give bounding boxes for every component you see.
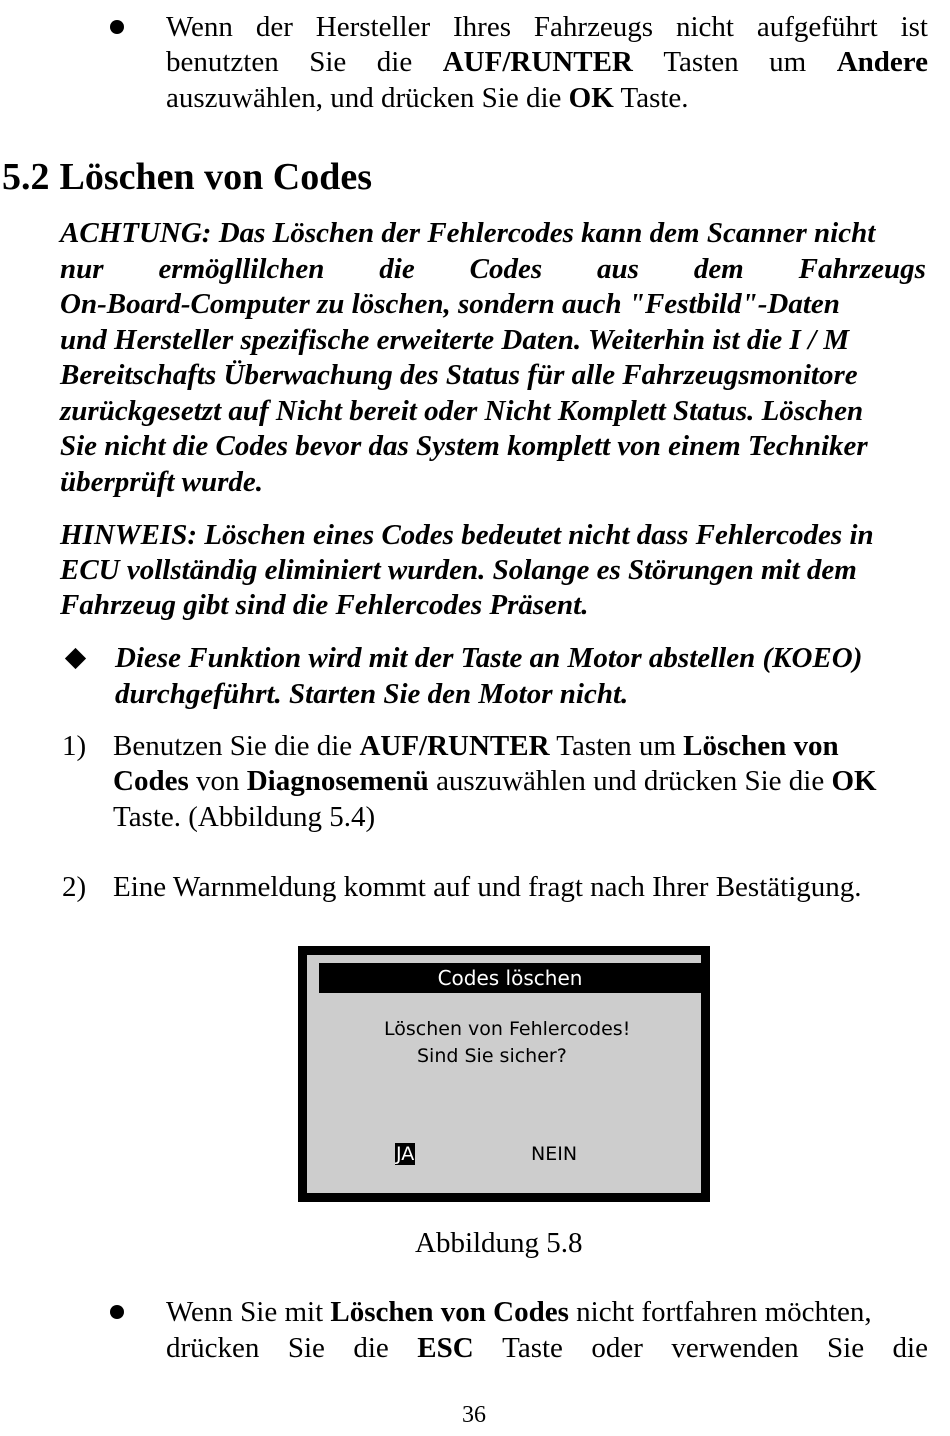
screen-title-bar: Codes löschen (319, 963, 701, 993)
key-name: ESC (417, 1332, 474, 1364)
section-heading (2, 155, 372, 199)
bullet1-line2 (166, 44, 928, 80)
word: Fahrzeugs (798, 253, 926, 285)
screen-option-yes[interactable] (395, 1141, 415, 1167)
menu-name: Diagnosemenü (246, 765, 429, 797)
word: die (353, 1332, 389, 1364)
word: Sie (827, 1332, 865, 1364)
word: oder (591, 1332, 643, 1364)
word: ermögllilchen (158, 253, 325, 285)
menu-option-name: Andere (836, 46, 928, 78)
screen-message-line1: Löschen von Fehlercodes! (384, 1018, 631, 1040)
word: die (892, 1332, 928, 1364)
text: von (188, 765, 247, 797)
achtung-line: und Hersteller spezifische erweiterte Daten. Weiterhin ist die I / M (60, 324, 850, 356)
step2-number: 2) (62, 871, 87, 903)
word: nicht (676, 11, 734, 43)
word: aus (597, 253, 639, 285)
text: auszuwählen und drücken Sie die (428, 765, 832, 797)
word: nur (60, 253, 104, 285)
key-name: OK (568, 82, 614, 114)
word: verwenden (671, 1332, 799, 1364)
hinweis-line: ECU vollständig eliminiert wurden. Solange es Störungen mit dem (60, 554, 857, 586)
screen-option-no[interactable]: NEIN (531, 1143, 578, 1165)
word: Sie (309, 46, 347, 78)
page-number: 36 (462, 1402, 486, 1428)
achtung-line: überprüft wurde. (60, 466, 264, 498)
screen-display (307, 955, 701, 1193)
step2-text: Eine Warnmeldung kommt auf und fragt nach Ihrer Bestätigung. (113, 871, 862, 903)
menu-item-name: Codes (113, 765, 189, 797)
word: aufgeführt (756, 11, 878, 43)
word: drücken (166, 1332, 260, 1364)
menu-item-name: Löschen von (683, 730, 839, 762)
achtung-line: Sie nicht die Codes bevor das System komplett von einem Techniker (60, 430, 868, 462)
word: Wenn (166, 11, 233, 43)
text: auszuwählen, und drücken Sie die (166, 82, 569, 114)
key-name: AUF/RUNTER (442, 46, 633, 78)
word: um (769, 46, 807, 78)
screen-message-line2: Sind Sie sicher? (417, 1045, 567, 1067)
yes-option-label: JA (396, 1143, 415, 1165)
text: nicht fortfahren möchten, (568, 1296, 872, 1328)
word: Fahrzeugs (533, 11, 654, 43)
step1-line1 (113, 728, 839, 764)
diamond-note-line2: durchgeführt. Starten Sie den Motor nicht. (115, 678, 629, 710)
bullet1-line3 (166, 80, 689, 116)
word: Codes (469, 253, 543, 285)
section-number: 5.2 (2, 156, 50, 198)
word: Tasten (663, 46, 739, 78)
word: die (379, 253, 415, 285)
menu-item-name: Löschen von Codes (330, 1296, 569, 1328)
section-title: Löschen von Codes (59, 156, 372, 198)
bullet-dot (110, 20, 124, 34)
achtung-line: On-Board-Computer zu löschen, sondern auch "Festbild"-Daten (60, 288, 840, 320)
bullet2-line1 (166, 1294, 872, 1330)
achtung-line: Bereitschafts Überwachung des Status für alle Fahrzeugsmonitore (60, 359, 858, 391)
bullet2-line2 (166, 1330, 928, 1366)
text: Wenn Sie mit (166, 1296, 331, 1328)
diamond-bullet-icon (65, 648, 86, 669)
bullet1-line1 (166, 9, 928, 45)
word: Sie (287, 1332, 325, 1364)
achtung-line: ACHTUNG: Das Löschen der Fehlercodes kann dem Scanner nicht (60, 217, 876, 249)
word: Ihres (453, 11, 511, 43)
figure-caption: Abbildung 5.8 (415, 1227, 583, 1259)
text: Benutzen Sie die die (113, 730, 360, 762)
text: Tasten um (549, 730, 684, 762)
hinweis-line: HINWEIS: Löschen eines Codes bedeutet nicht dass Fehlercodes in (60, 519, 874, 551)
step1-line3: Taste. (Abbildung 5.4) (113, 801, 376, 833)
text: Taste. (613, 82, 689, 114)
bullet-dot (110, 1305, 124, 1319)
key-name: AUF/RUNTER (359, 730, 550, 762)
word: die (376, 46, 413, 78)
step1-number: 1) (62, 730, 87, 762)
word: Taste (502, 1332, 563, 1364)
step1-line2 (113, 763, 877, 799)
key-name: OK (831, 765, 877, 797)
word: benutzten (166, 46, 279, 78)
word: der (255, 11, 293, 43)
hinweis-line: Fahrzeug gibt sind die Fehlercodes Präsent. (60, 589, 589, 621)
word: Hersteller (315, 11, 431, 43)
achtung-line: zurückgesetzt auf Nicht bereit oder Nicht Komplett Status. Löschen (60, 395, 864, 427)
achtung-line (60, 251, 926, 287)
word: ist (900, 11, 928, 43)
word: dem (693, 253, 744, 285)
diamond-note-line1: Diese Funktion wird mit der Taste an Motor abstellen (KOEO) (115, 642, 863, 674)
scanner-screen (298, 946, 710, 1202)
